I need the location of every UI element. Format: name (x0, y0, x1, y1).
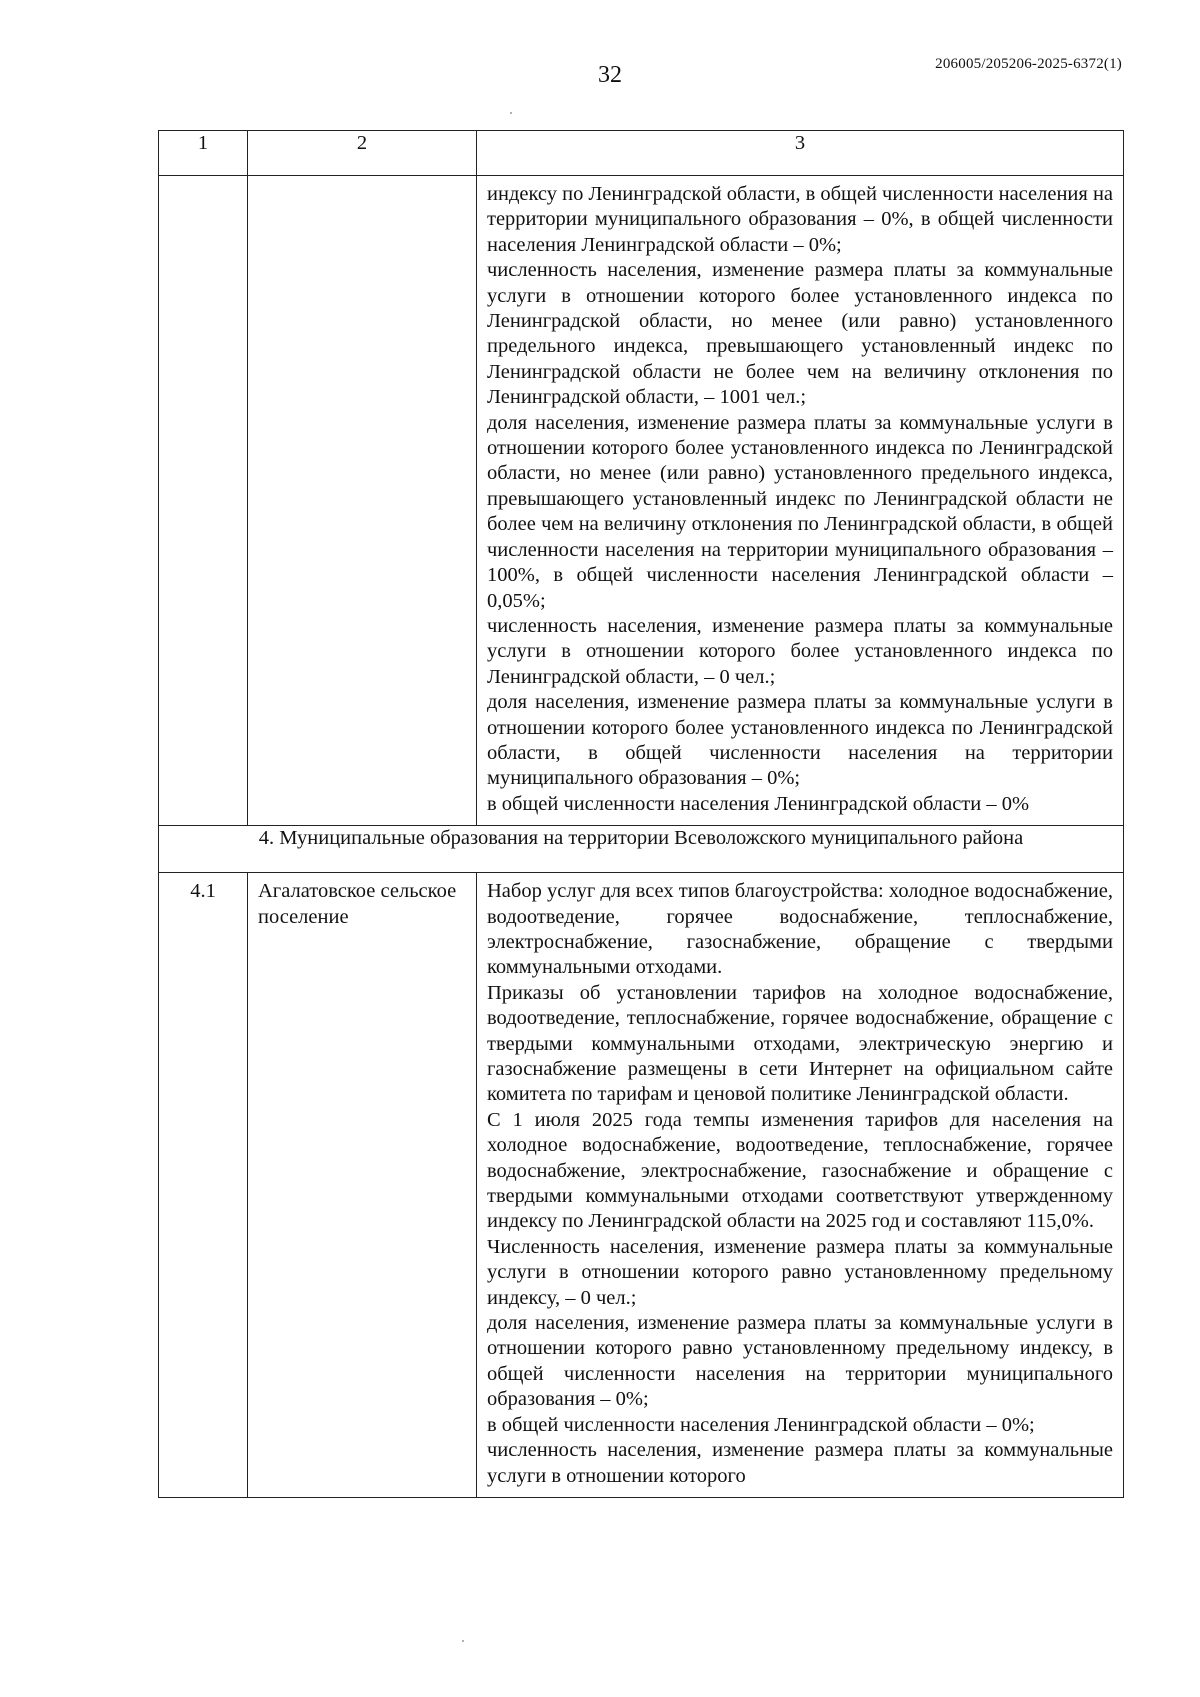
table-row-4-1 (159, 873, 1124, 1498)
column-header-3: 3 (477, 131, 1124, 176)
paragraph: Приказы об установлении тарифов на холодное водоснабжение, водоотведение, теплоснабжение, горячее водоснабжение, обращение с твердыми коммунальными отходами, электрическую энергию и газоснабжение размещены в сети Интернет на официальном сайте комитета по тарифам и ценовой политике Ленинградской области. (487, 981, 1113, 1106)
column-header-1: 1 (159, 131, 248, 176)
paragraph: в общей численности населения Ленинградской области – 0%; (487, 1413, 1035, 1436)
document-id: 206005/205206-2025-6372(1) (935, 56, 1122, 72)
paragraph: С 1 июля 2025 года темпы изменения тарифов для населения на холодное водоснабжение, водоотведение, теплоснабжение, горячее водоснабжение, электроснабжение, газоснабжение и обращение с твердыми коммунальными отходами соответствуют утвержденному индексу по Ленинградской области на 2025 год и составляют 115,0%. (487, 1108, 1113, 1233)
paragraph: численность населения, изменение размера платы за коммунальные услуги в отношении которого (487, 1439, 1113, 1487)
paragraph: численность населения, изменение размера платы за коммунальные услуги в отношении которого более установленного индекса по Ленинградской области, – 0 чел.; (487, 614, 1113, 688)
paragraph: доля населения, изменение размера платы за коммунальные услуги в отношении которого равно установленному предельному индексу, в общей численности населения на территории муниципального образования – 0%; (487, 1312, 1113, 1411)
data-table (158, 130, 1124, 1498)
scan-speck (462, 1640, 464, 1642)
municipality-description-cell (477, 873, 1124, 1498)
row-number: 4.1 (190, 880, 216, 903)
scan-speck (510, 112, 512, 114)
paragraph: доля населения, изменение размера платы за коммунальные услуги в отношении которого более установленного индекса по Ленинградской области, в общей численности населения на территории муниципального образования – 0%; (487, 691, 1113, 790)
paragraph: Набор услуг для всех типов благоустройства: холодное водоснабжение, водоотведение, горячее водоснабжение, теплоснабжение, электроснабжение, газоснабжение, обращение с твердыми коммунальными отходами. (487, 880, 1113, 979)
page-number: 32 (598, 62, 622, 88)
continuation-description-cell (477, 176, 1124, 826)
continuation-number-cell (159, 176, 248, 826)
municipality-name-cell (248, 873, 477, 1498)
continuation-name-cell (248, 176, 477, 826)
paragraph: индексу по Ленинградской области, в общей численности населения на территории муниципального образования – 0%, в общей численности населения Ленинградской области – 0%; (487, 183, 1114, 256)
paragraph: в общей численности населения Ленинградской области – 0% (487, 792, 1030, 815)
continuation-name (248, 176, 476, 190)
paragraph: доля населения, изменение размера платы за коммунальные услуги в отношении которого более установленного индекса по Ленинградской области, но менее (или равно) установленного предельного индекса, превышающего установленный индекс по Ленинградской области не более чем на величину отклонения по Ленинградской области, в общей численности населения на территории муниципального образования – 100%, в общей численности населения Ленинградской области – 0,05%; (487, 411, 1113, 612)
paragraph: численность населения, изменение размера платы за коммунальные услуги в отношении которого более установленного индекса по Ленинградской области, но менее (или равно) установленного предельного индекса, превышающего установленный индекс по Ленинградской области не более чем на величину отклонения по Ленинградской области, – 1001 чел.; (487, 259, 1113, 409)
paragraph: Численность населения, изменение размера платы за коммунальные услуги в отношении которого равно установленному предельному индексу, – 0 чел.; (487, 1235, 1113, 1309)
column-header-2: 2 (248, 131, 477, 176)
table-row-continuation (159, 176, 1124, 826)
row-number-cell (159, 873, 248, 1498)
municipality-name: Агалатовское сельское поселение (258, 880, 457, 928)
section-title: 4. Муниципальные образования на территории Всеволожского муниципального района (159, 826, 1124, 873)
table-header-row (159, 131, 1124, 176)
continuation-number (159, 176, 247, 190)
section-title-row (159, 826, 1124, 873)
